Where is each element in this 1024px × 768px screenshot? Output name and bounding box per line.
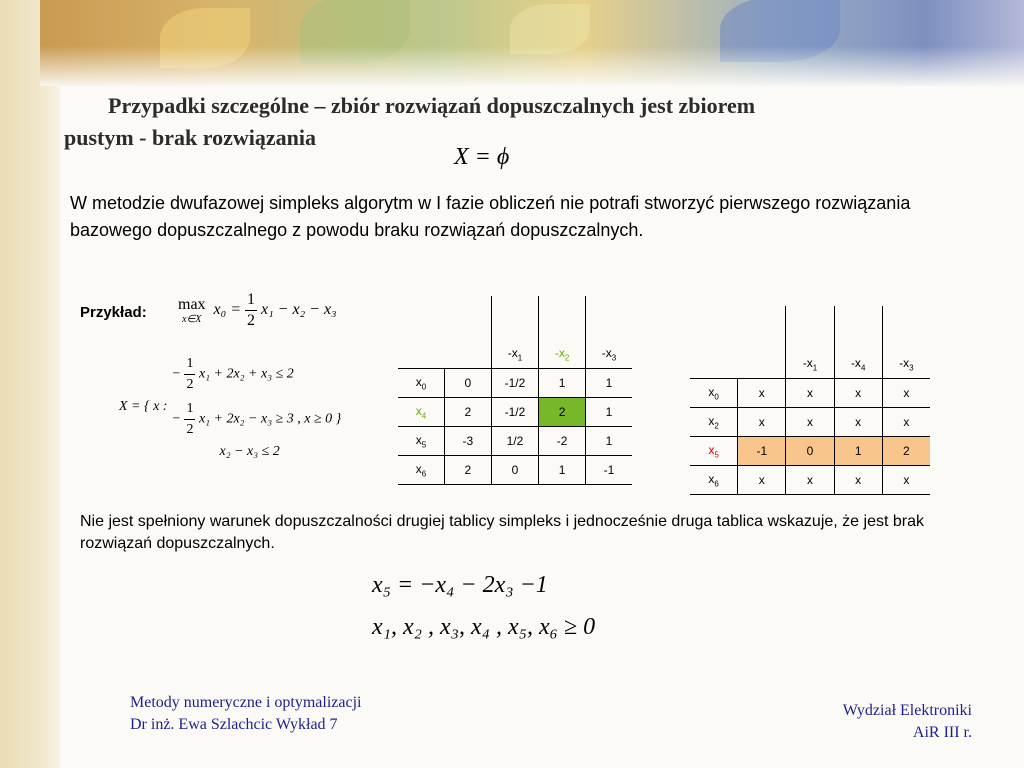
- intro-paragraph: W metodzie dwufazowej simpleks algorytm w I fazie obliczeń nie potrafi stworzyć pierwszego rozwiązania bazowego dopuszczalnego z powodu braku rozwiązań dopuszczalnych.: [70, 193, 911, 240]
- column-header: $-x_1$: [491, 340, 538, 369]
- set-prefix: X = { x :: [119, 399, 168, 414]
- table-row: $x_6$ 2 0 1 -1: [398, 456, 632, 485]
- title-line-2: pustym - brak rozwiązania: [64, 125, 316, 150]
- constraint-row: − $\frac{1}{2}$ x₁ + 2x₂ + x₃ ≤ 2: [171, 356, 294, 392]
- feasible-set-definition: [118, 352, 341, 462]
- table-row: $x_4$ 2 -1/2 2 1: [398, 398, 632, 427]
- table-row: $x_5$ -1 0 1 2: [690, 437, 930, 466]
- decorative-left-strip: [0, 0, 60, 768]
- pivot-cell: 2: [539, 398, 586, 427]
- table-row: $x_6$ x x x x: [690, 466, 930, 495]
- table-row: $x_2$ x x x x: [690, 408, 930, 437]
- decorative-banner: [40, 0, 1024, 86]
- constraint-row: x₂ − x₃ ≤ 2: [219, 444, 280, 459]
- max-subscript: x∈X: [182, 313, 202, 325]
- row-label: $x_5$: [690, 437, 738, 466]
- footer-year: AiR III r.: [912, 724, 972, 741]
- slide-title: [64, 90, 984, 154]
- simplex-table-2: [690, 306, 930, 495]
- row-label: $x_6$: [398, 456, 444, 485]
- footer-faculty-info: [843, 700, 972, 744]
- table-row: $x_5$ -3 1/2 -2 1: [398, 427, 632, 456]
- objective-function: [178, 290, 337, 331]
- column-header: $-x_3$: [882, 350, 930, 379]
- footer-faculty: Wydział Elektroniki: [842, 702, 972, 719]
- row-label: $x_4$: [398, 398, 444, 427]
- empty-set-formula: X = ϕ: [454, 144, 510, 170]
- table-row: $x_0$ 0 -1/2 1 1: [398, 369, 632, 398]
- objective-lhs: x₀ =: [213, 301, 242, 319]
- footer-lecturer: Dr inż. Ewa Szlachcic Wykład 7: [130, 716, 338, 733]
- constraint-row: − $\frac{1}{2}$ x₁ + 2x₂ − x₃ ≥ 3 , x ≥ 0 }: [171, 401, 342, 437]
- row-label: $x_2$: [690, 408, 738, 437]
- row-label: $x_0$: [398, 369, 444, 398]
- footer-course-title: Metody numeryczne i optymalizacji: [130, 694, 362, 711]
- table-row: $x_0$ x x x x: [690, 379, 930, 408]
- objective-fraction: $\frac{1}{2}$: [247, 291, 256, 329]
- objective-rhs: x₁ − x₂ − x₃: [261, 301, 337, 319]
- conclusion-paragraph: Nie jest spełniony warunek dopuszczalności drugiej tablicy simpleks i jednocześnie druga tablica wskazuje, że jest brak rozwiązań dopuszczalnych.: [80, 513, 924, 552]
- example-label: Przykład:: [80, 304, 147, 321]
- row-label: $x_6$: [690, 466, 738, 495]
- title-line-1: Przypadki szczególne – zbiór rozwiązań dopuszczalnych jest zbiorem: [108, 93, 756, 118]
- max-label: max: [178, 295, 206, 313]
- footer-course-info: [130, 692, 361, 736]
- row-label: $x_5$: [398, 427, 444, 456]
- column-header: $-x_1$: [786, 350, 834, 379]
- equation-x5: x₅ = −x₄ − 2x₃ −1: [372, 572, 548, 598]
- column-header: $-x_4$: [834, 350, 882, 379]
- row-label: $x_0$: [690, 379, 738, 408]
- equation-nonnegativity: x₁, x₂ , x₃, x₄ , x₅, x₆ ≥ 0: [372, 614, 596, 640]
- column-header: $-x_2$: [539, 340, 586, 369]
- simplex-table-1: [398, 296, 632, 485]
- column-header: $-x_3$: [586, 340, 632, 369]
